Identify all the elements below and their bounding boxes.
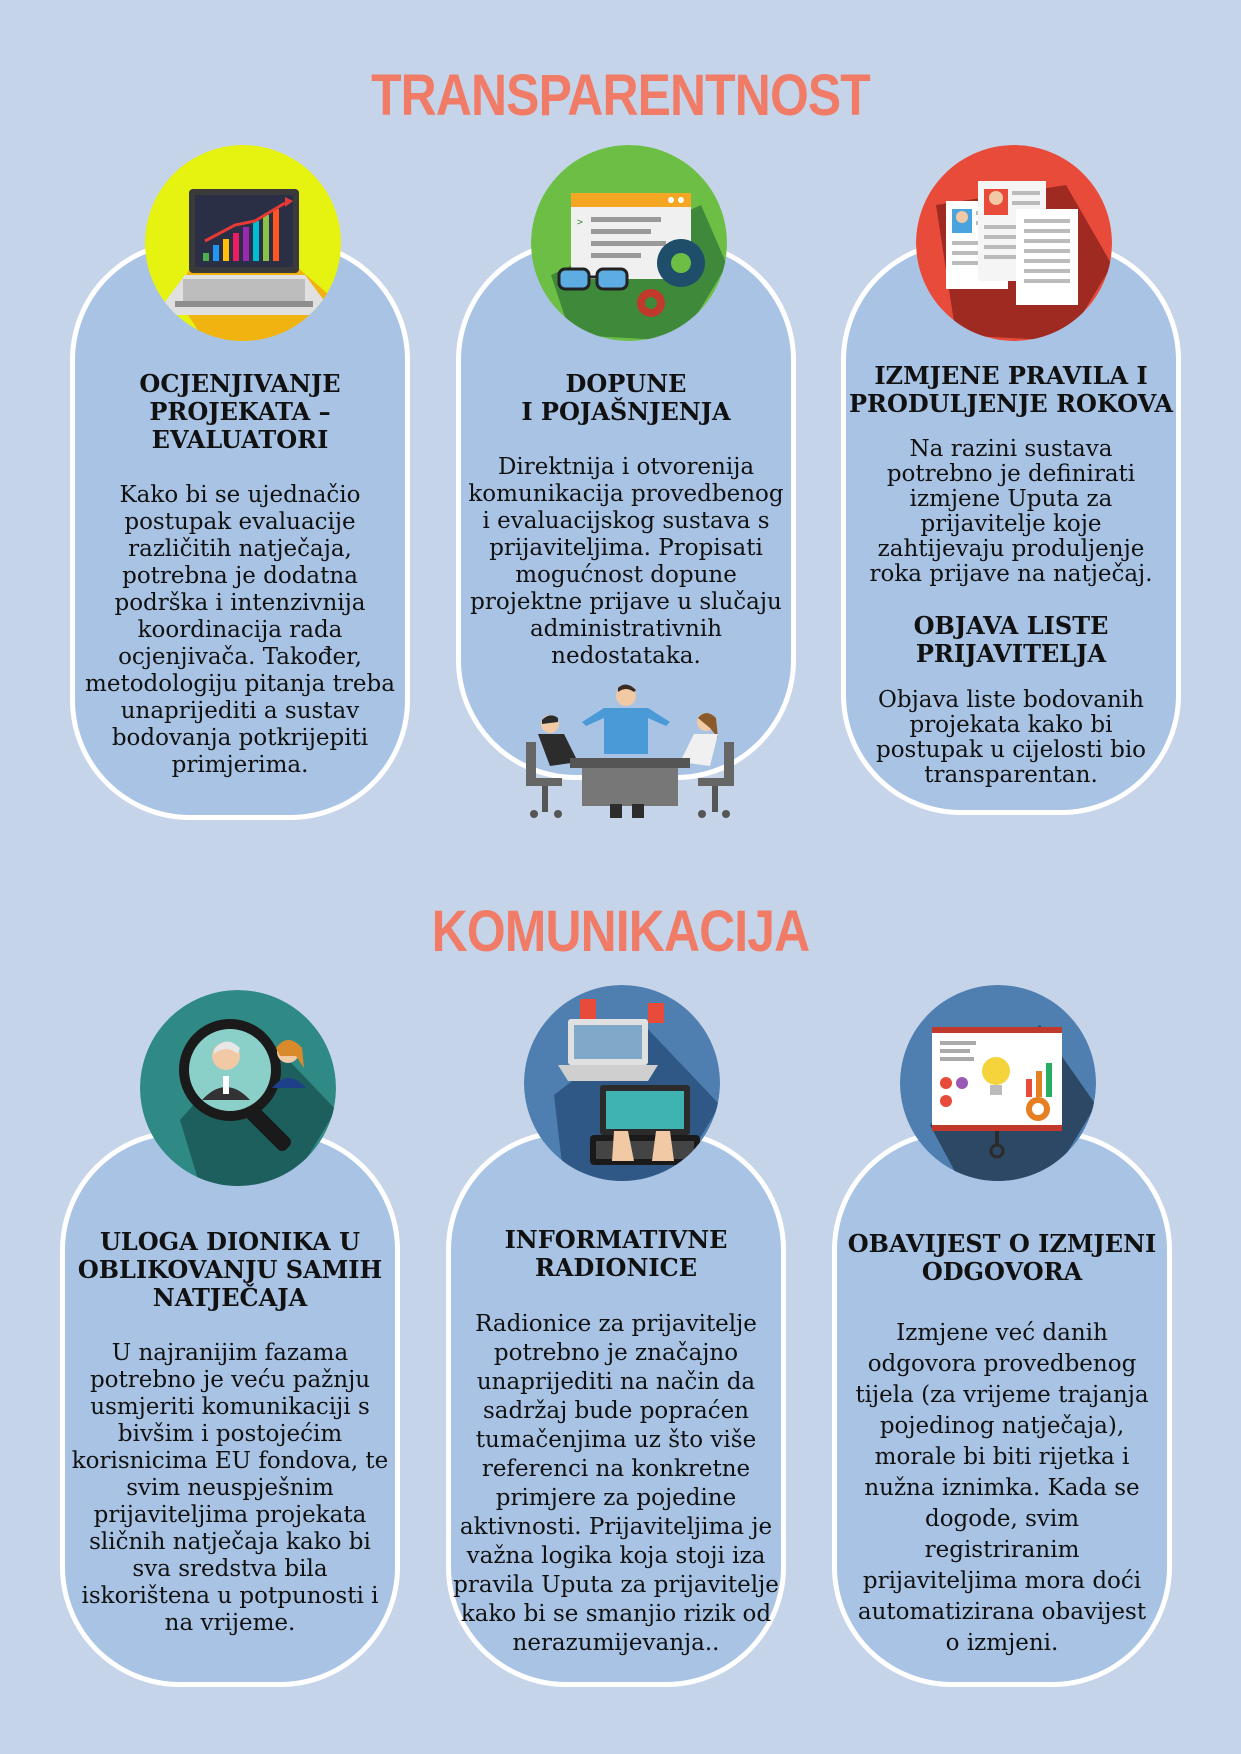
card-obavijest-title: OBAVIJEST O IZMJENI ODGOVORA (847, 1229, 1157, 1286)
card-izmjene-subtitle: OBJAVA LISTE PRIJAVITELJA (913, 611, 1109, 668)
laptop-chart-icon (145, 145, 341, 341)
card-obavijest-body: Izmjene već danih odgovora provedbenog tijela (za vrijeme trajanja pojedinog natječaja), morale bi biti rijetka i nužna iznimka. Kada se dogode, svim registriranim prijaviteljima mora doći automatizirana obavijest o izmjeni. (855, 1320, 1149, 1656)
card-ocjenjivanje-title: OCJENJIVANJE PROJEKATA – EVALUATORI (139, 369, 341, 454)
card-informativne-radionice-title: INFORMATIVNE RADIONICE (504, 1225, 728, 1282)
documents-profiles-icon (916, 145, 1112, 341)
card-dopune-body: Direktnija i otvorenija komunikacija provedbenog i evaluacijskog sustava s prijaviteljima. Propisati mogućnost dopune projektne prijave u slučaju administrativnih nedostataka. (468, 454, 784, 669)
laptops-hands-icon (524, 985, 720, 1181)
section-title-komunikacija: KOMUNIKACIJA (431, 899, 810, 964)
card-ocjenjivanje-body: Kako bi se ujednačio postupak evaluacije različitih natječaja, potrebna je dodatna podrška i intenzivnija koordinacija rada ocjenjivača. Također, metodologiju pitanja treba unaprijediti a sustav bodovanja potkrijepiti primjerima. (85, 482, 395, 778)
code-window-gears-icon (531, 145, 727, 341)
svg-text:>: > (577, 217, 584, 228)
card-izmjene-title: IZMJENE PRAVILA I PRODULJENJE ROKOVA (848, 361, 1174, 418)
card-izmjene-body: Na razini sustava potrebno je definirati izmjene Uputa za prijavitelje koje zahtijevaju produljenje roka prijave na natječaj. (869, 436, 1153, 587)
section-title-transparentnost: TRANSPARENTNOST (371, 63, 870, 128)
card-uloga-dionika-body: U najranijim fazama potrebno je veću pažnju usmjeriti komunikaciji s bivšim i postojećim korisnicima EU fondova, te svim neuspješnim prijaviteljima projekata sličnih natječaja kako bi sva sredstva bila iskorištena u potpunosti i na vrijeme. (71, 1340, 389, 1636)
presentation-board-icon (900, 985, 1096, 1181)
card-uloga-dionika-title: ULOGA DIONIKA U OBLIKOVANJU SAMIH NATJEČAJA (77, 1227, 383, 1312)
meeting-table-icon (520, 682, 740, 822)
card-dopune-title: DOPUNE I POJAŠNJENJA (521, 369, 731, 426)
card-informativne-radionice-body: Radionice za prijavitelje potrebno je značajno unaprijediti na način da sadržaj bude popraćen tumačenjima uz što više referenci na konkretne primjere za pojedine aktivnosti. Prijaviteljima je važna logika koja stoji iza pravila Uputa za prijavitelje kako bi se smanjio rizik od nerazumijevanja.. (453, 1311, 779, 1656)
magnifier-people-icon (140, 990, 336, 1186)
card-izmjene-subbody: Objava liste bodovanih projekata kako bi postupak u cijelosti bio transparentan. (875, 687, 1147, 788)
